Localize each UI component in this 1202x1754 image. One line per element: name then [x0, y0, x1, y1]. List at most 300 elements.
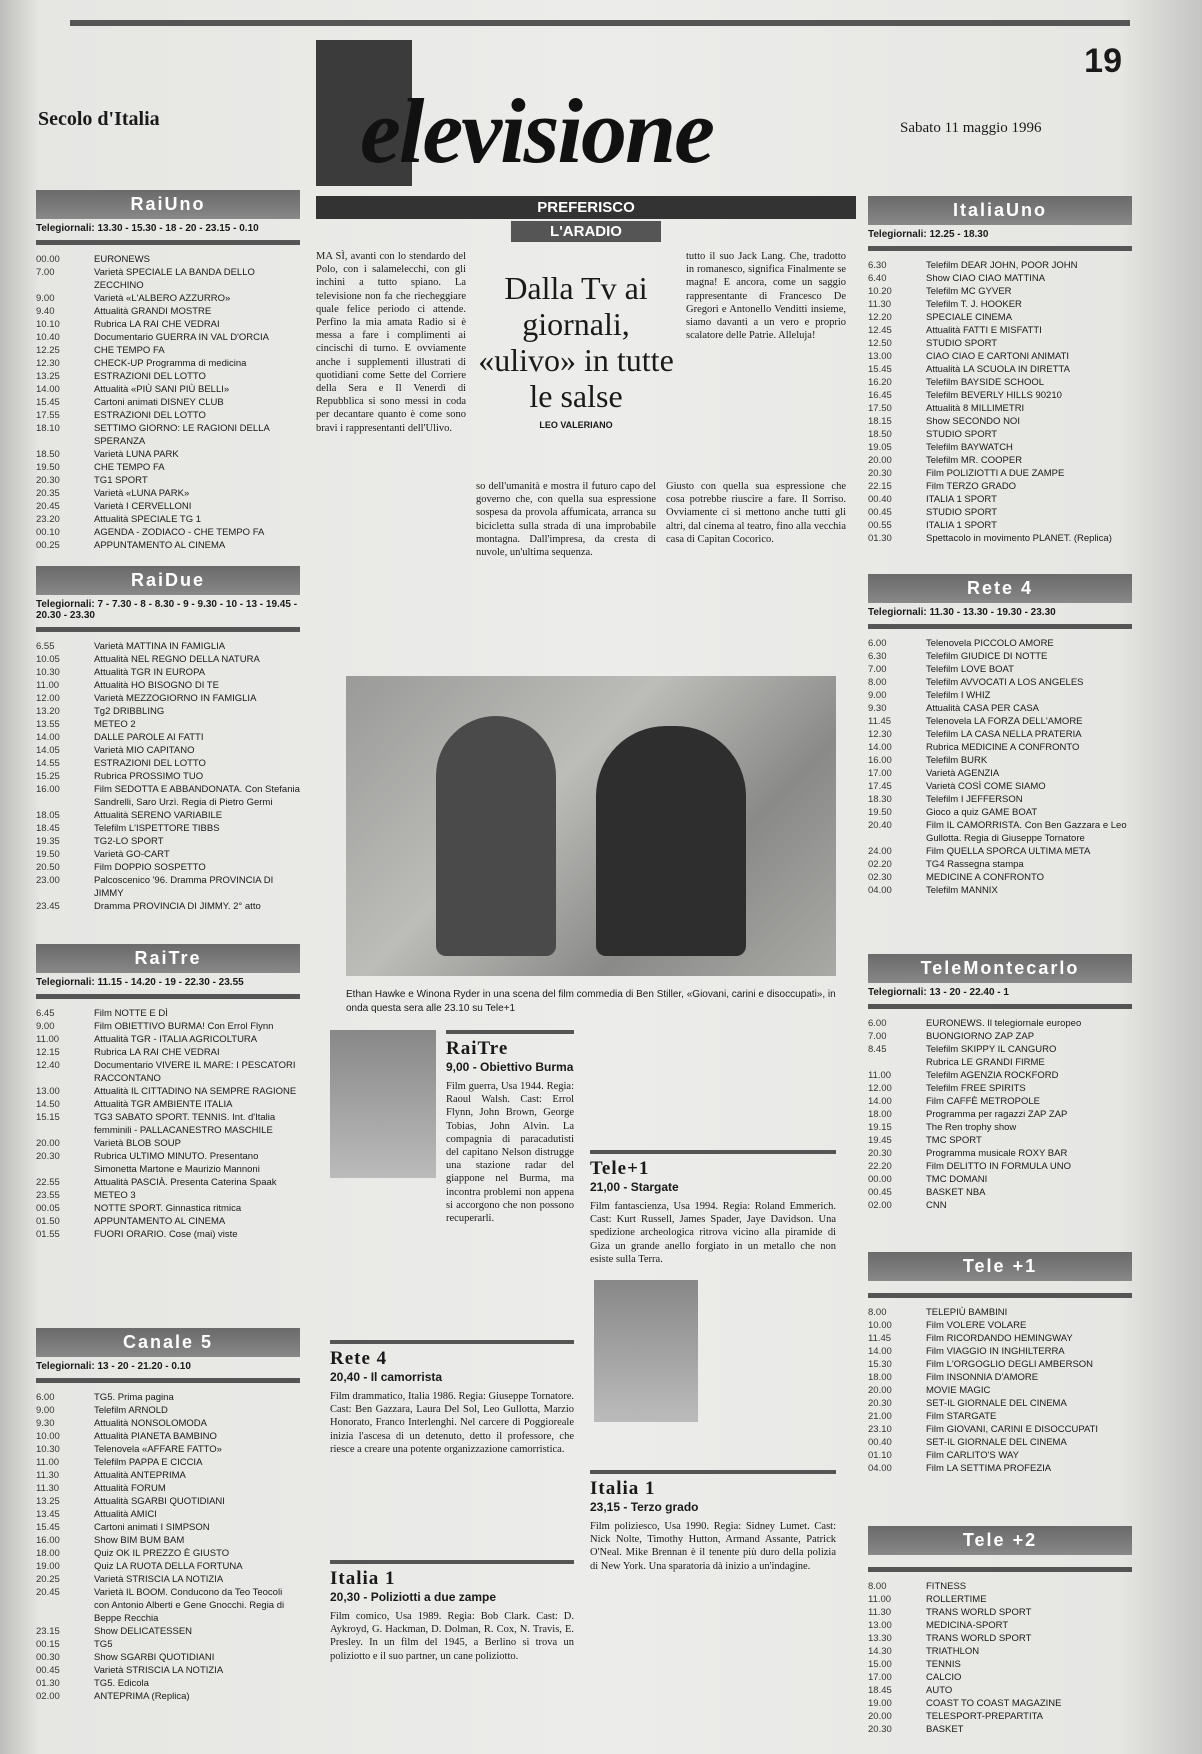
- listing-program: Palcoscenico '96. Dramma PROVINCIA DI JIMMY: [94, 875, 274, 899]
- listing-row: [868, 819, 1132, 845]
- listing-program: Film VIAGGIO IN INGHILTERRA: [926, 1346, 1065, 1357]
- listing-row: [36, 692, 300, 705]
- listing-program: SET-IL GIORNALE DEL CINEMA: [926, 1398, 1067, 1409]
- listing-program: Film RICORDANDO HEMINGWAY: [926, 1333, 1073, 1344]
- listing-time: 20.00: [868, 455, 892, 466]
- listing-time: 00.00: [868, 1174, 892, 1185]
- listing-row: [36, 266, 300, 292]
- listing-program: Attualità TGR IN EUROPA: [94, 667, 206, 678]
- listing-row: [36, 422, 300, 448]
- listing-program: TG1 SPORT: [94, 475, 148, 486]
- listing-row: [36, 1046, 300, 1059]
- listing-program: Attualità NONSOLOMODA: [94, 1418, 207, 1429]
- listing-row: [36, 1417, 300, 1430]
- listing-program: Telefilm BAYWATCH: [926, 442, 1013, 453]
- listing-time: 20.35: [36, 488, 60, 499]
- listing-time: 12.00: [36, 693, 60, 704]
- listing-row: [868, 1423, 1132, 1436]
- listing-time: 13.00: [868, 351, 892, 362]
- listing-row: [868, 1332, 1132, 1345]
- figure-right: [596, 726, 746, 956]
- listing-program: Telefilm I JEFFERSON: [926, 794, 1023, 805]
- listing-time: 01.30: [868, 533, 892, 544]
- review-text: Film guerra, Usa 1944. Regia: Raoul Walsh. Cast: Errol Flynn, John Brown, George Tobias, John Alvin. La compagnia di paracadutisti del capitano Nelson distrugge una stazione radar del giappone nel Burma, ma incontra problemi non appena si accorgono che non possono recuperarli.: [446, 1081, 574, 1225]
- listing-time: 20.30: [868, 1724, 892, 1735]
- listing-time: 12.00: [868, 1083, 892, 1094]
- listing-program: FITNESS: [926, 1581, 967, 1592]
- listing-row: [868, 1134, 1132, 1147]
- listing-time: 11.00: [868, 1594, 892, 1605]
- listing-program: Rubrica LA RAI CHE VEDRAI: [94, 1047, 220, 1058]
- listing-time: 19.05: [868, 442, 892, 453]
- listing-program: APPUNTAMENTO AL CINEMA: [94, 1216, 226, 1227]
- listing-row: [868, 1199, 1132, 1212]
- listing-program: CHECK-UP Programma di medicina: [94, 358, 247, 369]
- listing-time: 17.45: [868, 781, 892, 792]
- listing-row: [36, 1443, 300, 1456]
- listing-row: [868, 1319, 1132, 1332]
- tg-times: Telegiornali: 13 - 20 - 21.20 - 0.10: [36, 1361, 300, 1383]
- listing-row: [868, 728, 1132, 741]
- listing-time: 6.00: [36, 1392, 55, 1403]
- listing-program: CHE TEMPO FA: [94, 462, 165, 473]
- listing-row: [36, 1150, 300, 1176]
- listing-program: Varietà SPECIALE LA BANDA DELLO ZECCHINO: [94, 267, 255, 291]
- listing-row: [36, 1137, 300, 1150]
- listing-time: 11.30: [868, 299, 892, 310]
- listing-row: [36, 822, 300, 835]
- listing-row: [868, 428, 1132, 441]
- tg-times: Telegiornali: 12.25 - 18.30: [868, 229, 1132, 251]
- listing-row: [868, 311, 1132, 324]
- listing-program: Film CARLITO'S WAY: [926, 1450, 1019, 1461]
- listing-program: Dramma PROVINCIA DI JIMMY. 2° atto: [94, 901, 261, 912]
- listing-row: [36, 305, 300, 318]
- listing-program: ESTRAZIONI DEL LOTTO: [94, 758, 206, 769]
- listing-program: EURONEWS: [94, 254, 150, 265]
- listing-time: 12.15: [36, 1047, 60, 1058]
- page-number: 19: [1084, 42, 1122, 80]
- listing-program: CALCIO: [926, 1672, 962, 1683]
- listing-program: FUORI ORARIO. Cose (mai) viste: [94, 1229, 238, 1240]
- listing-program: Attualità GRANDI MOSTRE: [94, 306, 212, 317]
- listing-program: MOVIE MAGIC: [926, 1385, 991, 1396]
- listing-row: [36, 744, 300, 757]
- article-col-4: Giusto con quella sua espressione che cosa potrebbe riuscire a fare. Il Sorriso. Ovviamente ci si mettono anche tutti gli altri, dal cinema al teatro, fino alla vecchia casa di Capitan Cocorico.: [666, 481, 846, 545]
- listing-program: Telefilm BAYSIDE SCHOOL: [926, 377, 1045, 388]
- listing-time: 00.40: [868, 494, 892, 505]
- listing-time: 00.45: [868, 507, 892, 518]
- listing-time: 13.00: [868, 1620, 892, 1631]
- listing-time: 14.00: [36, 384, 60, 395]
- listing-row: [868, 1710, 1132, 1723]
- listing-program: Telenovela «AFFARE FATTO»: [94, 1444, 222, 1455]
- listing-time: 15.45: [36, 1522, 60, 1533]
- listing-row: [36, 1020, 300, 1033]
- listing-program: Varietà STRISCIA LA NOTIZIA: [94, 1665, 224, 1676]
- listing-program: Documentario VIVERE IL MARE: I PESCATORI RACCONTANO: [94, 1060, 296, 1084]
- listing-program: BUONGIORNO ZAP ZAP: [926, 1031, 1035, 1042]
- listing-row: [868, 532, 1132, 545]
- listing-row: [36, 487, 300, 500]
- listing-time: 18.05: [36, 810, 60, 821]
- listing-program: TG5. Edicola: [94, 1678, 149, 1689]
- listing-row: [36, 1430, 300, 1443]
- raidue-listing: [36, 566, 300, 913]
- listing-program: Telefilm I WHIZ: [926, 690, 991, 701]
- listing-row: [868, 1186, 1132, 1199]
- listing-program: MEDICINE A CONFRONTO: [926, 872, 1045, 883]
- listing-time: 23.15: [36, 1626, 60, 1637]
- listing-row: [868, 637, 1132, 650]
- article-byline: LEO VALERIANO: [539, 420, 613, 430]
- listing-row: [868, 415, 1132, 428]
- raiuno-listing: [36, 190, 300, 552]
- listing-program: Film TERZO GRADO: [926, 481, 1017, 492]
- listing-time: 00.15: [36, 1639, 60, 1650]
- listing-time: 00.00: [36, 254, 60, 265]
- listing-time: 20.30: [36, 475, 60, 486]
- teleplus2-listing: [868, 1526, 1132, 1736]
- listing-program: Telefilm SKIPPY IL CANGURO: [926, 1044, 1057, 1055]
- listing-row: [36, 1469, 300, 1482]
- listing-row: [36, 1547, 300, 1560]
- listing-program: Film STARGATE: [926, 1411, 997, 1422]
- listing-row: [36, 666, 300, 679]
- listing-row: [868, 1658, 1132, 1671]
- listing-time: 20.00: [868, 1385, 892, 1396]
- listing-time: 6.00: [868, 1018, 887, 1029]
- listing-program: Varietà «LUNA PARK»: [94, 488, 190, 499]
- article-col-1: MA SÌ, avanti con lo stendardo del Polo, con i salamelecchi, con gli inchini a tutto spiano. La televisione non fa che riecheggiare quale felice periodo ci attende. Perfino la mia amata Radio si è messa a fare i complimenti ai cincischi di turno. E ovviamente anche i supplementi illustrati di quotidiani come Sette del Corriere della Sera e Il Venerdì di Repubblica si sono messi in coda per decantare quanto è come sono bravi i rappresentanti dell'Ulivo.: [316, 251, 466, 434]
- listing-time: 11.45: [868, 1333, 892, 1344]
- listing-time: 16.00: [36, 1535, 60, 1546]
- listing-program: TRANS WORLD SPORT: [926, 1633, 1032, 1644]
- listing-row: [868, 480, 1132, 493]
- tmc-listing: [868, 954, 1132, 1212]
- listing-time: 20.45: [36, 1587, 60, 1598]
- listing-time: 23.45: [36, 901, 60, 912]
- channel-header: TeleMontecarlo: [868, 954, 1132, 983]
- listing-program: Varietà GO-CART: [94, 849, 170, 860]
- listing-time: 22.55: [36, 1177, 60, 1188]
- listing-time: 8.45: [868, 1044, 887, 1055]
- listing-time: 02.30: [868, 872, 892, 883]
- photo-caption: Ethan Hawke e Winona Ryder in una scena del film commedia di Ben Stiller, «Giovani, carini e disoccupati», in onda questa sera alle 23.10 su Tele+1: [346, 989, 836, 1014]
- listing-program: SPECIALE CINEMA: [926, 312, 1013, 323]
- listing-row: [36, 1404, 300, 1417]
- listing-row: [868, 1645, 1132, 1658]
- listing-time: 23.20: [36, 514, 60, 525]
- listing-row: [36, 1111, 300, 1137]
- listing-program: Programma musicale ROXY BAR: [926, 1148, 1068, 1159]
- listing-row: [868, 1173, 1132, 1186]
- listing-program: ROLLERTIME: [926, 1594, 987, 1605]
- listing-time: 13.25: [36, 1496, 60, 1507]
- listing-time: 19.50: [36, 849, 60, 860]
- listing-program: Telefilm AVVOCATI A LOS ANGELES: [926, 677, 1084, 688]
- listing-time: 22.20: [868, 1161, 892, 1172]
- listing-program: Telefilm BEVERLY HILLS 90210: [926, 390, 1062, 401]
- listing-time: 13.30: [868, 1633, 892, 1644]
- listing-time: 19.00: [868, 1698, 892, 1709]
- listing-program: TG5. Prima pagina: [94, 1392, 174, 1403]
- listing-time: 20.45: [36, 501, 60, 512]
- listing-program: TENNIS: [926, 1659, 961, 1670]
- listing-program: TG4 Rassegna stampa: [926, 859, 1024, 870]
- listing-row: [868, 1436, 1132, 1449]
- listing-time: 11.00: [36, 1034, 60, 1045]
- listing-program: Film OBIETTIVO BURMA! Con Errol Flynn: [94, 1021, 274, 1032]
- listing-program: Attualità HO BISOGNO DI TE: [94, 680, 219, 691]
- listing-time: 10.30: [36, 1444, 60, 1455]
- listing-row: [36, 1586, 300, 1625]
- listing-row: [868, 1632, 1132, 1645]
- listing-time: 18.15: [868, 416, 892, 427]
- listing-row: [36, 344, 300, 357]
- listing-row: [868, 324, 1132, 337]
- listing-program: TMC DOMANI: [926, 1174, 988, 1185]
- review-channel: Rete 4: [330, 1340, 574, 1370]
- listing-time: 20.30: [36, 1151, 60, 1162]
- listing-program: Cartoni animati I SIMPSON: [94, 1522, 210, 1533]
- listing-program: Film LA SETTIMA PROFEZIA: [926, 1463, 1052, 1474]
- listing-program: Rubrica PROSSIMO TUO: [94, 771, 204, 782]
- listing-time: 7.00: [36, 267, 55, 278]
- listing-time: 14.30: [868, 1646, 892, 1657]
- listing-row: [36, 357, 300, 370]
- listing-time: 01.30: [36, 1678, 60, 1689]
- listing-program: BASKET: [926, 1724, 964, 1735]
- listing-row: [868, 285, 1132, 298]
- listing-program: CIAO CIAO E CARTONI ANIMATI: [926, 351, 1070, 362]
- review-channel: RaiTre: [446, 1030, 574, 1060]
- listing-row: [868, 389, 1132, 402]
- review-channel: Italia 1: [330, 1560, 574, 1590]
- review-photo-teleplus1: [594, 1280, 698, 1422]
- listing-program: Attualità ANTEPRIMA: [94, 1470, 186, 1481]
- listing-program: Attualità AMICI: [94, 1509, 157, 1520]
- listing-program: ESTRAZIONI DEL LOTTO: [94, 410, 206, 421]
- tg-times: Telegiornali: 11.15 - 14.20 - 19 - 22.30 - 23.55: [36, 977, 300, 999]
- listing-time: 11.30: [868, 1607, 892, 1618]
- listing-row: [868, 767, 1132, 780]
- listing-program: Attualità TGR - ITALIA AGRICOLTURA: [94, 1034, 258, 1045]
- teleplus1-listing: [868, 1252, 1132, 1475]
- listing-program: Film SEDOTTA E ABBANDONATA. Con Stefania Sandrelli, Saro Urzì. Regia di Pietro Germi: [94, 784, 300, 808]
- listing-time: 23.10: [868, 1424, 892, 1435]
- tg-times: Telegiornali: 13 - 20 - 22.40 - 1: [868, 987, 1132, 1009]
- listing-time: 9.00: [36, 293, 55, 304]
- listing-time: 9.00: [36, 1405, 55, 1416]
- listing-time: 14.00: [868, 1096, 892, 1107]
- listing-time: 9.00: [868, 690, 887, 701]
- listing-time: 6.55: [36, 641, 55, 652]
- listing-program: Quiz OK IL PREZZO È GIUSTO: [94, 1548, 230, 1559]
- listing-time: 14.50: [36, 1099, 60, 1110]
- listing-time: 04.00: [868, 885, 892, 896]
- listing-row: [36, 539, 300, 552]
- listing-row: [36, 370, 300, 383]
- listing-time: 14.05: [36, 745, 60, 756]
- listing-program: Telefilm MR. COOPER: [926, 455, 1023, 466]
- listing-time: 6.00: [868, 638, 887, 649]
- listing-row: [36, 1456, 300, 1469]
- listing-time: 18.10: [36, 423, 60, 434]
- listing-program: ANTEPRIMA (Replica): [94, 1691, 190, 1702]
- channel-header: Tele +2: [868, 1526, 1132, 1555]
- listing-row: [36, 1638, 300, 1651]
- listing-row: [868, 715, 1132, 728]
- channel-header: RaiUno: [36, 190, 300, 219]
- listing-row: [36, 409, 300, 422]
- article-headline: Dalla Tv ai giornali, «ulivo» in tutte le salse: [478, 270, 674, 414]
- listing-program: Telefilm T. J. HOOKER: [926, 299, 1022, 310]
- listing-row: [36, 396, 300, 409]
- listing-time: 15.45: [36, 397, 60, 408]
- listing-time: 20.30: [868, 1398, 892, 1409]
- listing-program: Varietà AGENZIA: [926, 768, 1000, 779]
- listing-row: [868, 376, 1132, 389]
- listing-program: MEDICINA-SPORT: [926, 1620, 1009, 1631]
- listing-row: [868, 402, 1132, 415]
- review-rete4: [330, 1340, 574, 1580]
- listing-program: Show SGARBI QUOTIDIANI: [94, 1652, 215, 1663]
- feature-article: [316, 196, 856, 670]
- listing-program: Telefilm MANNIX: [926, 885, 998, 896]
- listing-row: [868, 663, 1132, 676]
- tg-times: Telegiornali: 11.30 - 13.30 - 19.30 - 23.30: [868, 607, 1132, 629]
- review-text: Film comico, Usa 1989. Regia: Bob Clark. Cast: D. Aykroyd, G. Hackman, D. Dolman, R. Cox, N. Travis, E. Presley. In un film del 1945, a Berlino si trova un poliziotto e il suo partner, un cane poliziotto.: [330, 1611, 574, 1662]
- listing-row: [868, 1671, 1132, 1684]
- listing-time: 13.00: [36, 1086, 60, 1097]
- listing-time: 14.00: [36, 732, 60, 743]
- listing-time: 9.30: [868, 703, 887, 714]
- listing-time: 01.55: [36, 1229, 60, 1240]
- listing-time: 10.00: [868, 1320, 892, 1331]
- tg-times: Telegiornali: 7 - 7.30 - 8 - 8.30 - 9 - 9.30 - 10 - 13 - 19.45 - 20.30 - 23.30: [36, 599, 300, 632]
- listing-time: 13.45: [36, 1509, 60, 1520]
- article-kicker: PREFERISCO: [316, 196, 856, 219]
- listing-program: Film L'ORGOGLIO DEGLI AMBERSON: [926, 1359, 1094, 1370]
- listing-time: 00.45: [36, 1665, 60, 1676]
- listing-row: [868, 676, 1132, 689]
- listing-time: 20.50: [36, 862, 60, 873]
- listing-program: Telefilm MC GYVER: [926, 286, 1012, 297]
- review-text: Film fantascienza, Usa 1994. Regia: Roland Emmerich. Cast: Kurt Russell, James Spader, Jaye Davidson. Una spedizione archeologica ritrova vicino alla piramide di Giza un grande anello forgiato in un metallo che non esiste sulla Terra.: [590, 1201, 836, 1265]
- listing-row: [36, 1176, 300, 1189]
- listing-row: [36, 1189, 300, 1202]
- listing-time: 13.55: [36, 719, 60, 730]
- listing-time: 16.00: [36, 784, 60, 795]
- listing-row: [36, 809, 300, 822]
- channel-header: RaiTre: [36, 944, 300, 973]
- listing-time: 20.00: [868, 1711, 892, 1722]
- listing-row: [868, 454, 1132, 467]
- listing-row: [36, 1677, 300, 1690]
- listing-program: Attualità PIANETA BAMBINO: [94, 1431, 217, 1442]
- listing-row: [36, 513, 300, 526]
- listing-time: 00.45: [868, 1187, 892, 1198]
- channel-header: ItaliaUno: [868, 196, 1132, 225]
- listing-program: The Ren trophy show: [926, 1122, 1017, 1133]
- listing-time: 10.20: [868, 286, 892, 297]
- listing-row: [868, 1082, 1132, 1095]
- listing-program: Telefilm L'ISPETTORE TIBBS: [94, 823, 220, 834]
- listing-program: Varietà I CERVELLONI: [94, 501, 192, 512]
- listing-row: [868, 506, 1132, 519]
- review-photo-raitre: [330, 1030, 436, 1178]
- listing-time: 23.55: [36, 1190, 60, 1201]
- listing-row: [868, 1723, 1132, 1736]
- listing-program: Attualità PASCIÀ. Presenta Caterina Spaak: [94, 1177, 277, 1188]
- listing-program: TRIATHLON: [926, 1646, 980, 1657]
- listing-program: Telefilm FREE SPIRITS: [926, 1083, 1026, 1094]
- listing-program: Telefilm AGENZIA ROCKFORD: [926, 1070, 1059, 1081]
- listing-program: Telefilm DEAR JOHN, POOR JOHN: [926, 260, 1078, 271]
- listing-row: [868, 1056, 1132, 1069]
- listing-program: Cartoni animati DISNEY CLUB: [94, 397, 224, 408]
- listing-program: Attualità CASA PER CASA: [926, 703, 1039, 714]
- listing-program: TG3 SABATO SPORT. TENNIS. Int. d'Italia femminili - PALLACANESTRO MASCHILE: [94, 1112, 276, 1136]
- listing-program: Attualità FATTI E MISFATTI: [926, 325, 1042, 336]
- listing-program: Attualità FORUM: [94, 1483, 166, 1494]
- channel-header: Tele +1: [868, 1252, 1132, 1281]
- listing-program: Rubrica MEDICINE A CONFRONTO: [926, 742, 1080, 753]
- listing-row: [36, 1391, 300, 1404]
- listing-time: 11.00: [868, 1070, 892, 1081]
- listing-row: [36, 861, 300, 874]
- listing-time: 18.00: [868, 1372, 892, 1383]
- listing-time: 00.10: [36, 527, 60, 538]
- listing-program: Varietà IL BOOM. Conducono da Teo Teocoli con Antonio Alberti e Gene Gnocchi. Regia di Beppe Recchia: [94, 1587, 285, 1624]
- listing-time: 02.00: [36, 1691, 60, 1702]
- review-title: 20,30 - Poliziotti a due zampe: [330, 1590, 497, 1604]
- listing-program: METEO 2: [94, 719, 136, 730]
- listing-row: [36, 718, 300, 731]
- listing-program: Film CAFFÈ METROPOLE: [926, 1096, 1041, 1107]
- review-italia1-a: [330, 1560, 574, 1730]
- listing-time: 12.30: [868, 729, 892, 740]
- listing-time: 15.15: [36, 1112, 60, 1123]
- listing-row: [36, 1059, 300, 1085]
- listing-row: [36, 292, 300, 305]
- listing-program: Film IL CAMORRISTA. Con Ben Gazzara e Leo Gullotta. Regia di Giuseppe Tornatore: [926, 820, 1127, 844]
- listing-row: [868, 689, 1132, 702]
- article-subkicker: L'ARADIO: [511, 221, 661, 242]
- listing-program: Varietà MIO CAPITANO: [94, 745, 195, 756]
- listing-row: [868, 702, 1132, 715]
- listing-row: [36, 1202, 300, 1215]
- listing-program: STUDIO SPORT: [926, 338, 998, 349]
- review-italia1-b: [590, 1470, 836, 1720]
- listing-row: [36, 848, 300, 861]
- listing-row: [36, 1508, 300, 1521]
- listing-program: Programma per ragazzi ZAP ZAP: [926, 1109, 1068, 1120]
- listing-row: [36, 474, 300, 487]
- listing-program: Attualità SERENO VARIABILE: [94, 810, 223, 821]
- listing-row: [36, 1007, 300, 1020]
- listing-time: 16.45: [868, 390, 892, 401]
- listing-program: AGENDA - ZODIACO - CHE TEMPO FA: [94, 527, 265, 538]
- listing-program: Show SECONDO NOI: [926, 416, 1020, 427]
- issue-date: Sabato 11 maggio 1996: [900, 120, 1042, 136]
- listing-time: 9.30: [36, 1418, 55, 1429]
- listing-program: METEO 3: [94, 1190, 136, 1201]
- listing-program: Attualità SGARBI QUOTIDIANI: [94, 1496, 225, 1507]
- listing-row: [868, 441, 1132, 454]
- listing-program: Varietà MATTINA IN FAMIGLIA: [94, 641, 226, 652]
